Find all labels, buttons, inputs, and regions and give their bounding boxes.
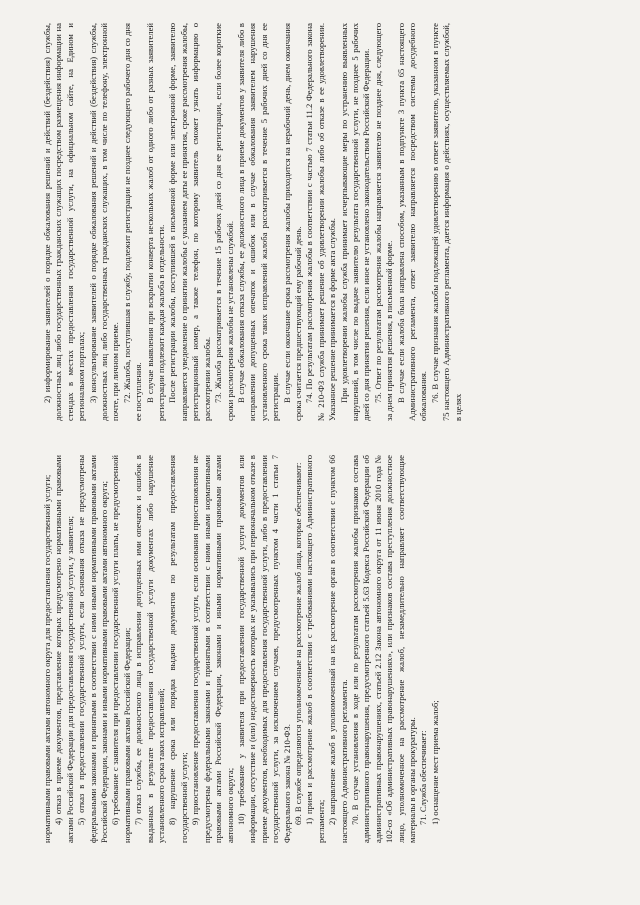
paragraph: После регистрации жалобы, поступившей в письменной форме или электронной форме, заявителю направляется уведомление о принятии жалобы с указанием даты ее принятия, сроке рассмотрения жалобы, регистрационный номер, а также телефон, по которому заявитель сможет узнать информацию о рассмотрении жалобы. [167, 23, 212, 421]
paragraph: 70. В случае установления в ходе или по результатам рассмотрения жалобы признаков состава административного правонарушения, предусмотренного статьей 5.63 Кодекса Российской Федерации об административных правонарушениях, статьей 2.12 Закона автономного округа от 11 июня 2010 года № 102-оз «Об административных правонарушениях», или признаков состава преступления должностное лицо, уполномоченное на рассмотрение жалоб, незамедлительно направляет соответствующие материалы в органы прокуратуры. [349, 455, 417, 843]
paragraph: При удовлетворении жалобы служба принимает исчерпывающие меры по устранению выявленных нарушений, в том числе по выдаче заявителю результата государственной услуги, не позднее 5 рабочих дней со дня принятия решения, если иное не установлено законодательством Российской Федерации. [338, 23, 372, 421]
paragraph: 10) требование у заявителя при предоставлении государственной услуги документов или информации, отсутствие и (или) недостоверность которых не указывались при первоначальном отказе в приеме документов, необходимых для предоставления государственной услуги, либо в предоставлении государственной услуги, за исключением случаев, предусмотренных пунктом 4 части 1 статьи 7 Федерального закона № 210-ФЗ. [235, 455, 292, 843]
paragraph: 3) консультирование заявителей о порядке обжалования решений и действий (бездействия) службы, должностных лиц либо государственных гражданских служащих, в том числе по телефону, электронной почте, при личном приеме. [87, 23, 121, 421]
paragraph: 5) отказ в предоставлении государственной услуги, если основания отказа не предусмотрены федеральными законами и принятыми в соответствии с ними иными нормативными правовыми актами Российской Федерации, законами и иными нормативными правовыми актами автономного округа; [76, 455, 110, 843]
left-column [42, 455, 602, 843]
paragraph: В случае обжалования отказа службы, ее должностного лица в приеме документов у заявителя либо в исправлении допущенных опечаток и ошибок или в случае обжалования заявителем нарушения установленного срока таких исправлений жалоба рассматривается в течение 5 рабочих дней со дня ее регистрации. [235, 23, 281, 421]
paragraph: 74. По результатам рассмотрения жалобы в соответствии с частью 7 статьи 11.2 Федерального закона № 210-ФЗ служба принимает решение об удовлетворении жалобы либо об отказе в ее удовлетворении. Указанное решение принимается в форме акта службы. [304, 23, 338, 421]
paragraph: 75. Ответ по результатам рассмотрения жалобы направляется заявителю не позднее дня, следующего за днем принятия решения, в письменной форме. [372, 23, 395, 421]
paragraph: 71. Служба обеспечивает: [418, 730, 429, 825]
paragraph: 1) прием и рассмотрение жалоб в соответствии с требованиями настоящего Административного регламента; [304, 455, 326, 843]
paragraph: нормативными правовыми актами автономного округа для предоставления государственной услуги; [42, 474, 52, 843]
paragraph: 2) направление жалоб в уполномоченный на их рассмотрение орган в соответствии с пунктом 66 настоящего Административного регламента. [327, 455, 349, 843]
paragraph: 73. Жалоба рассматривается в течение 15 рабочих дней со дня ее регистрации, если более короткие сроки рассмотрения жалобы не установлены службой. [213, 23, 235, 421]
paragraph: В случае если жалоба была направлена способом, указанным в подпункте 3 пункта 65 настоящего Административного регламента, ответ заявителю направляется посредством системы досудебного обжалования. [395, 23, 429, 421]
right-column [42, 23, 602, 421]
paragraph: 7) отказ службы, ее должностного лица в исправлении допущенных ими опечаток и ошибок в выданных в результате предоставления государственной услуги документах либо нарушение установленного срока таких исправлений; [133, 455, 167, 843]
paragraph: В случае выявления при вскрытии конверта нескольких жалоб от одного либо от разных заявителей регистрации подлежит каждая жалоба в отдельности. [144, 23, 167, 421]
paragraph: 76. В случае признания жалобы подлежащей удовлетворению в ответе заявителю, указанном в пункте 75 настоящего Административного регламента, дается информация о действиях, осуществляемых службой, в целях [429, 23, 463, 421]
paragraph: 6) требование с заявителя при предоставлении государственной услуги платы, не предусмотренной нормативными правовыми актами Российской Федерации; [110, 455, 132, 843]
paragraph: 72. Жалоба, поступившая в службу, подлежит регистрации не позднее следующего рабочего дня со дня ее поступления. [121, 23, 144, 421]
paragraph: 8) нарушение срока или порядка выдачи документов по результатам предоставления государственной услуги; [167, 455, 189, 843]
paragraph: В случае если окончание срока рассмотрения жалобы приходится на нерабочий день, днем окончания срока считается предшествующий ему рабочий день. [281, 23, 303, 421]
paragraph: 4) отказ в приеме документов, представление которых предусмотрено нормативными правовыми актами Российской Федерации для предоставления государственной услуги, у заявителя; [53, 455, 75, 843]
paragraph: 1) оснащение мест приема жалоб; [429, 700, 440, 825]
paragraph: 69. В службе определяются уполномоченные на рассмотрение жалоб лица, которые обеспечивают: [292, 462, 303, 825]
paragraph: 9) приостановление предоставления государственной услуги, если основания приостановления не предусмотрены федеральными законами и принятыми в соответствии с ними иными нормативными правовыми актами Российской Федерации, законами и иными нормативными правовыми актами автономного округа; [190, 455, 235, 843]
paragraph: 2) информирование заявителей о порядке обжалования решений и действий (бездействия) службы, должностных лиц либо государственных гражданских служащих посредством размещения информации на стендах в местах предоставления государственной услуги, на официальном сайте, на Едином и региональном порталах; [42, 23, 87, 421]
